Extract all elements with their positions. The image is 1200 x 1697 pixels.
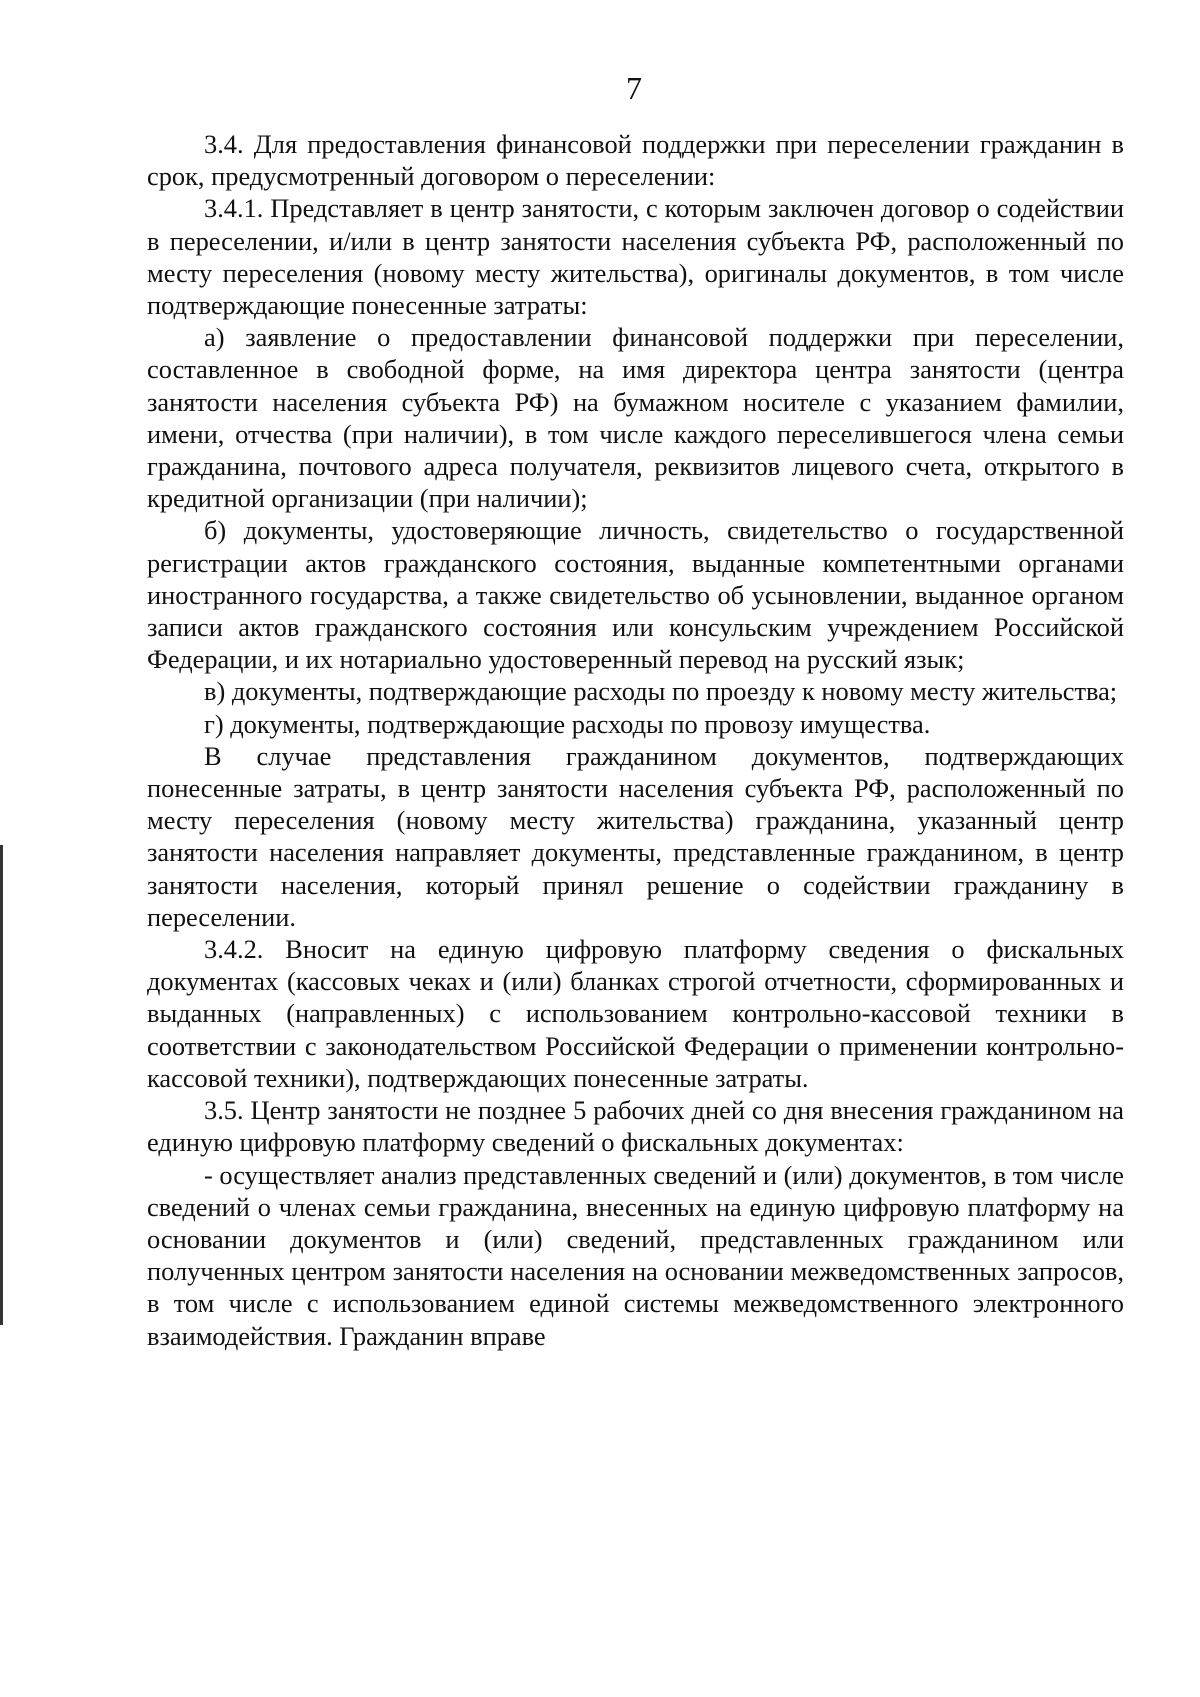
paragraph-item-v: в) документы, подтверждающие расходы по проезду к новому месту жительства;	[204, 676, 1118, 707]
document-body	[147, 128, 1124, 1352]
paragraph-3-4-2: 3.4.2. Вносит на единую цифровую платформу сведения о фискальных документах (кассовых чеках и (или) бланках строгой отчетности, сформированных и выданных (направленных) с использованием контрольно-кассовой техники в соответствии с законодательством Российской Федерации о применении контрольно-кассовой техники), подтверждающих понесенные затраты.	[147, 934, 1124, 1093]
paragraph-item-b: б) документы, удостоверяющие личность, свидетельство о государственной регистрации актов гражданского состояния, выданные компетентными органами иностранного государства, а также свидетельство об усыновлении, выданное органом записи актов гражданского состояния или консульским учреждением Российской Федерации, и их нотариально удостоверенный перевод на русский язык;	[147, 515, 1124, 675]
paragraph-3-4-1: 3.4.1. Представляет в центр занятости, с которым заключен договор о содействии в переселении, и/или в центр занятости населения субъекта РФ, расположенный по месту переселения (новому месту жительства), оригиналы документов, в том числе подтверждающие понесенные затраты:	[147, 193, 1124, 321]
paragraph-3-4: 3.4. Для предоставления финансовой поддержки при переселении гражданин в срок, предусмотренный договором о переселении:	[147, 129, 1124, 192]
scan-edge-line	[0, 845, 3, 1325]
page-number: 7	[626, 70, 642, 106]
paragraph-item-g: г) документы, подтверждающие расходы по провозу имущества.	[204, 708, 931, 739]
paragraph-item-a: а) заявление о предоставлении финансовой поддержки при переселении, составленное в свободной форме, на имя директора центра занятости (центра занятости населения субъекта РФ) на бумажном носителе с указанием фамилии, имени, отчества (при наличии), в том числе каждого переселившегося члена семьи гражданина, почтового адреса получателя, реквизитов лицевого счета, открытого в кредитной организации (при наличии);	[147, 322, 1124, 514]
paragraph-3-5: 3.5. Центр занятости не позднее 5 рабочих дней со дня внесения гражданином на единую цифровую платформу сведений о фискальных документах:	[147, 1095, 1124, 1158]
paragraph-analysis-item: - осуществляет анализ представленных сведений и (или) документов, в том числе сведений о членах семьи гражданина, внесенных на единую цифровую платформу на основании документов и (или) сведений, представленных гражданином или полученных центром занятости населения на основании межведомственных запросов, в том числе с использованием единой системы межведомственного электронного взаимодействия. Гражданин вправе	[147, 1159, 1124, 1351]
paragraph-submission-case: В случае представления гражданином документов, подтверждающих понесенные затраты, в центр занятости населения субъекта РФ, расположенный по месту переселения (новому месту жительства) гражданина, указанный центр занятости населения направляет документы, представленные гражданином, в центр занятости населения, который принял решение о содействии гражданину в переселении.	[147, 740, 1124, 932]
